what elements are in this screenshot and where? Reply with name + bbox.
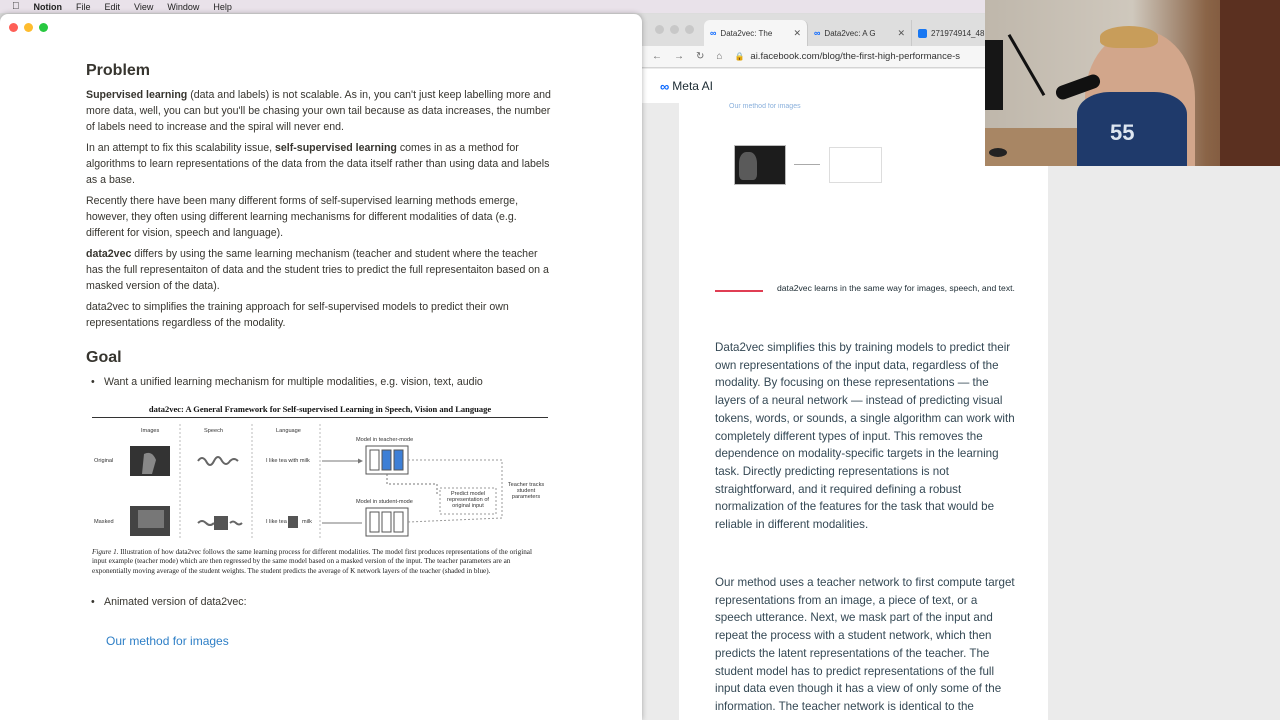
figure-row-original: Original	[94, 458, 114, 464]
bold-supervised: Supervised learning	[86, 89, 188, 101]
webcam-person-hair	[1100, 26, 1158, 48]
figure-diagram	[92, 418, 548, 542]
close-window-button[interactable]	[9, 23, 18, 32]
paragraph-recent-methods: Recently there have been many different forms of self-supervised learning methods emerge, however, they often using different learning mechanisms for different modalities of data (e.g. different for vision, speech and language).	[86, 195, 519, 239]
article-paragraph-1: Data2vec simplifies this by training models to predict their own representations of the input data, regardless of the modality. By focusing on these representations — the layers of a neural network — instead of predicting visual tokens, words, or sounds, a single algorithm can work with completely different types of input. This removes the dependence on modality-specific targets in the learning task. Directly predicting representations is not straightforward, and it required defining a robust normalization of the features for the task that would be reliable in different modalities.	[715, 341, 1015, 532]
figure-col-speech: Speech	[204, 428, 223, 434]
browser-window-controls	[655, 25, 694, 34]
meta-favicon-icon: ∞	[814, 28, 821, 38]
bold-self-supervised: self-supervised learning	[275, 142, 397, 154]
minimize-window-button[interactable]	[24, 23, 33, 32]
animation-image-thumb	[734, 145, 786, 185]
figure-diagram-svg	[92, 418, 548, 542]
paragraph-supervised	[86, 87, 556, 135]
apple-icon[interactable]	[12, 1, 20, 12]
webcam-shirt-number: 55	[1110, 120, 1135, 145]
forward-icon[interactable]: →	[674, 51, 684, 62]
url-field[interactable]: ai.facebook.com/blog/the-first-high-performance-s	[750, 51, 961, 62]
webcam-overlay	[985, 0, 1280, 166]
figure-caption-lead: Figure 1.	[92, 548, 119, 556]
figure-text-masked-b: milk	[302, 519, 312, 525]
our-method-link[interactable]: Our method for images	[106, 634, 229, 649]
reload-icon[interactable]: ↻	[696, 51, 705, 62]
meta-favicon-icon: ∞	[710, 28, 717, 38]
bullet-unified: • Want a unified learning mechanism for multiple modalities, e.g. vision, text, audio	[86, 374, 556, 390]
article-body	[679, 103, 1048, 720]
bold-data2vec: data2vec	[86, 248, 132, 260]
notion-page-content	[86, 62, 556, 648]
caption-accent-line	[715, 290, 763, 292]
menu-edit[interactable]: Edit	[97, 1, 113, 12]
figure-text-original: I like tea with milk	[266, 458, 310, 464]
data2vec-figure	[92, 404, 548, 576]
meta-infinity-icon: ∞	[660, 78, 670, 94]
menu-file[interactable]: File	[68, 1, 84, 12]
animation-arrow	[794, 164, 820, 165]
figure-col-language: Language	[276, 428, 301, 434]
figure-title: data2vec: A General Framework for Self-supervised Learning in Speech, Vision and Language	[92, 404, 548, 418]
figure-tracks-label: Teacher tracks student parameters	[507, 482, 545, 500]
home-icon[interactable]: ⌂	[716, 51, 723, 62]
figure-predict-label: Predict model representation of original input	[447, 491, 489, 509]
menu-window[interactable]: Window	[159, 1, 192, 12]
window-controls	[9, 23, 48, 32]
figure-student-mode: Model in student-mode	[356, 499, 413, 505]
original-waveform	[198, 457, 238, 465]
tab-close-icon[interactable]: ✕	[793, 27, 801, 38]
figure-row-masked: Masked	[94, 519, 114, 525]
tab-data2vec-blog[interactable]	[704, 20, 808, 46]
browser-close-button[interactable]	[655, 25, 664, 34]
figure-teacher-mode: Model in teacher-mode	[356, 437, 414, 443]
page-background-right	[1048, 220, 1280, 720]
goal-heading: Goal	[86, 349, 122, 366]
figure-col-images: Images	[141, 428, 160, 434]
tab-title: Data2vec: The	[720, 28, 773, 38]
browser-minimize-button[interactable]	[670, 25, 679, 34]
menu-help[interactable]: Help	[205, 1, 225, 12]
animation-caption: data2vec learns in the same way for images, speech, and text.	[777, 283, 1015, 293]
problem-heading: Problem	[86, 62, 151, 79]
meta-ai-logo[interactable]	[660, 79, 713, 94]
tab-title: 271974914_48	[931, 28, 985, 38]
notion-window	[0, 14, 642, 720]
figure-text-masked-a: I like tea	[266, 519, 287, 525]
paragraph-self-supervised	[86, 140, 556, 188]
lock-icon[interactable]: 🔒	[734, 52, 745, 61]
text-self-supervised-start: In an attempt to fix this scalability issue,	[86, 142, 276, 154]
tab-close-icon[interactable]: ✕	[897, 27, 905, 38]
figure-caption-text: Illustration of how data2vec follows the same learning process for different modalities. The model first produces representations of the original input example (teacher mode) which are then regressed by the same model based on a masked version of the input. The teacher parameters are an exponentially moving average of the student weights. The student predicts the average of K network layers of the teacher (shaded in blue).	[92, 548, 532, 575]
facebook-favicon-icon	[918, 29, 927, 38]
masked-waveform	[198, 521, 214, 525]
bullet-animated: • Animated version of data2vec:	[86, 594, 556, 610]
paragraph-simplifies: data2vec to simplifies the training approach for self-supervised models to predict their own representations regardless of the modality.	[86, 301, 509, 329]
web-page	[642, 69, 1280, 720]
webcam-monitor	[985, 40, 1003, 110]
menu-app-name[interactable]: Notion	[26, 1, 55, 12]
animation-output-box	[829, 147, 882, 183]
text-supervised: (data and labels) is not scalable. As in, you can't just keep labelling more and more data, well, you can but you'll be chasing your own tail because as data increases, the number of labels need to increase and the spiral will never end.	[86, 89, 551, 133]
faint-our-method-link[interactable]: Our method for images	[729, 103, 801, 110]
back-icon[interactable]: ←	[652, 51, 662, 62]
webcam-mouse	[989, 148, 1007, 157]
zoom-window-button[interactable]	[39, 23, 48, 32]
figure-caption	[92, 548, 548, 576]
tab-data2vec-paper[interactable]	[808, 20, 912, 46]
tab-title: Data2vec: A G	[824, 28, 876, 38]
text-self-supervised-rest: comes in as a method for algorithms to learn representations of the data from the data itself rather than using data and labels as a base.	[86, 142, 550, 186]
browser-zoom-button[interactable]	[685, 25, 694, 34]
meta-ai-brand: Meta AI	[672, 79, 713, 93]
paragraph-data2vec-differs	[86, 246, 556, 294]
menu-view[interactable]: View	[126, 1, 146, 12]
webcam-bookshelf	[1220, 0, 1280, 166]
text-data2vec-differs: differs by using the same learning mechanism (teacher and student where the teacher has the full representaiton of data and the student tries to predict the full representaiton based on a masked version of the data).	[86, 248, 549, 292]
article-paragraph-2: Our method uses a teacher network to first compute target representations from an image, a piece of text, or a speech utterance. Next, we mask part of the input and repeat the process with a student network, which then predicts the latent representations of the teacher. The student model has to predict representations of the full input data even though it has a view of only some of the information. The teacher network is identical to the	[715, 576, 1015, 713]
